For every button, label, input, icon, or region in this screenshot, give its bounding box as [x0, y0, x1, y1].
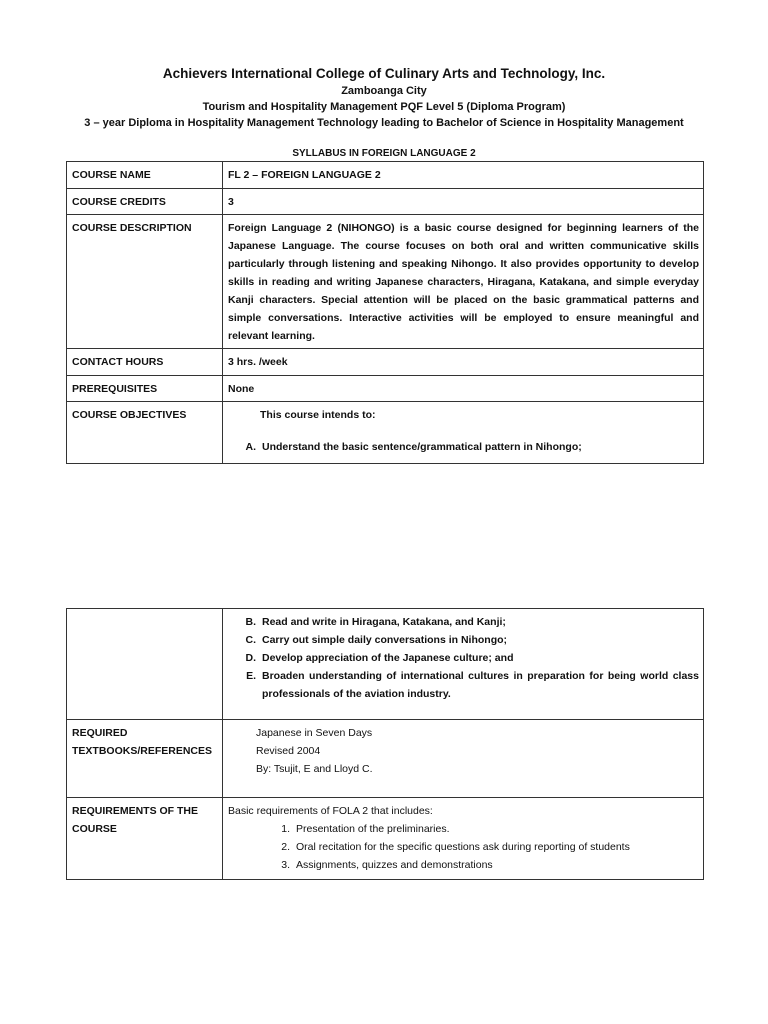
objective-item	[228, 667, 699, 703]
syllabus-table-part-2	[66, 608, 704, 880]
requirement-marker: 1.	[281, 823, 290, 835]
school-name: Achievers International College of Culinary Arts and Technology, Inc.	[162, 66, 606, 81]
objective-marker: C.	[245, 634, 256, 646]
objectives-continued-value	[223, 609, 704, 720]
course-credits-label: COURSE CREDITS	[67, 189, 223, 215]
row-course-name	[67, 162, 704, 189]
syllabus-title: SYLLABUS IN FOREIGN LANGUAGE 2	[292, 148, 476, 159]
row-course-requirements	[67, 798, 704, 880]
requirement-item	[228, 856, 699, 874]
course-description-value: Foreign Language 2 (NIHONGO) is a basic course designed for beginning learners of the Japanese Language. The course focuses on both oral and written communicative skills particularly through listening and speaking Nihongo. It also provides opportunity to develop skills in reading and writing Japanese characters, Hiragana, Katakana, and simple everyday Kanji characters. Special attention will be placed on the basic grammatical patterns and simple conversations. Interactive activities will be employed to ensure meaningful and relevant learning.	[223, 215, 704, 349]
objective-text: Broaden understanding of international cultures in preparation for being world class professionals of the aviation industry.	[262, 670, 699, 700]
objective-marker: D.	[245, 652, 256, 664]
objective-item	[228, 438, 699, 456]
row-course-description	[67, 215, 704, 349]
course-objectives-value	[223, 402, 704, 464]
objective-marker: E.	[246, 670, 256, 682]
textbook-line: Revised 2004	[256, 745, 321, 757]
requirement-text: Assignments, quizzes and demonstrations	[296, 859, 493, 871]
course-requirements-label: REQUIREMENTS OF THE COURSE	[67, 798, 223, 880]
textbook-line: Japanese in Seven Days	[256, 727, 373, 739]
course-requirements-value	[223, 798, 704, 880]
prerequisites-label: PREREQUISITES	[67, 376, 223, 402]
row-contact-hours	[67, 349, 704, 376]
objective-text: Read and write in Hiragana, Katakana, and Kanji;	[262, 616, 506, 628]
objective-text: Carry out simple daily conversations in Nihongo;	[262, 634, 508, 646]
requirement-marker: 3.	[281, 859, 290, 871]
row-course-credits	[67, 189, 704, 215]
row-prerequisites	[67, 376, 704, 402]
row-course-objectives	[67, 402, 704, 464]
course-objectives-label: COURSE OBJECTIVES	[67, 402, 223, 464]
objective-marker: B.	[245, 616, 256, 628]
course-description-label: COURSE DESCRIPTION	[67, 215, 223, 349]
objective-text: Understand the basic sentence/grammatical pattern in Nihongo;	[262, 441, 582, 453]
requirement-item	[228, 820, 699, 838]
course-name-label: COURSE NAME	[67, 162, 223, 189]
objective-text: Develop appreciation of the Japanese culture; and	[262, 652, 514, 664]
school-city: Zamboanga City	[341, 85, 427, 97]
contact-hours-value: 3 hrs. /week	[223, 349, 704, 376]
required-textbooks-value	[223, 720, 704, 798]
contact-hours-label: CONTACT HOURS	[67, 349, 223, 376]
objective-item	[228, 631, 699, 649]
textbook-line: By: Tsujit, E and Lloyd C.	[256, 763, 373, 775]
required-textbooks-label: REQUIRED TEXTBOOKS/REFERENCES	[67, 720, 223, 798]
requirement-text: Presentation of the preliminaries.	[296, 823, 450, 835]
objectives-continued-label	[67, 609, 223, 720]
prerequisites-value: None	[223, 376, 704, 402]
diploma-description: 3 – year Diploma in Hospitality Management Technology leading to Bachelor of Science in Hospitality Management	[84, 117, 684, 129]
requirement-marker: 2.	[281, 841, 290, 853]
row-required-textbooks	[67, 720, 704, 798]
row-objectives-continued	[67, 609, 704, 720]
program-name: Tourism and Hospitality Management PQF Level 5 (Diploma Program)	[202, 101, 566, 113]
objective-marker: A.	[245, 441, 256, 453]
requirement-text: Oral recitation for the specific questions ask during reporting of students	[296, 841, 630, 853]
objectives-intro: This course intends to:	[260, 409, 376, 421]
course-credits-value: 3	[223, 189, 704, 215]
objective-item	[228, 613, 699, 631]
requirements-intro: Basic requirements of FOLA 2 that includes:	[228, 805, 433, 817]
objective-item	[228, 649, 699, 667]
requirement-item	[228, 838, 699, 856]
syllabus-table-part-1	[66, 161, 704, 464]
course-name-value: FL 2 – FOREIGN LANGUAGE 2	[223, 162, 704, 189]
